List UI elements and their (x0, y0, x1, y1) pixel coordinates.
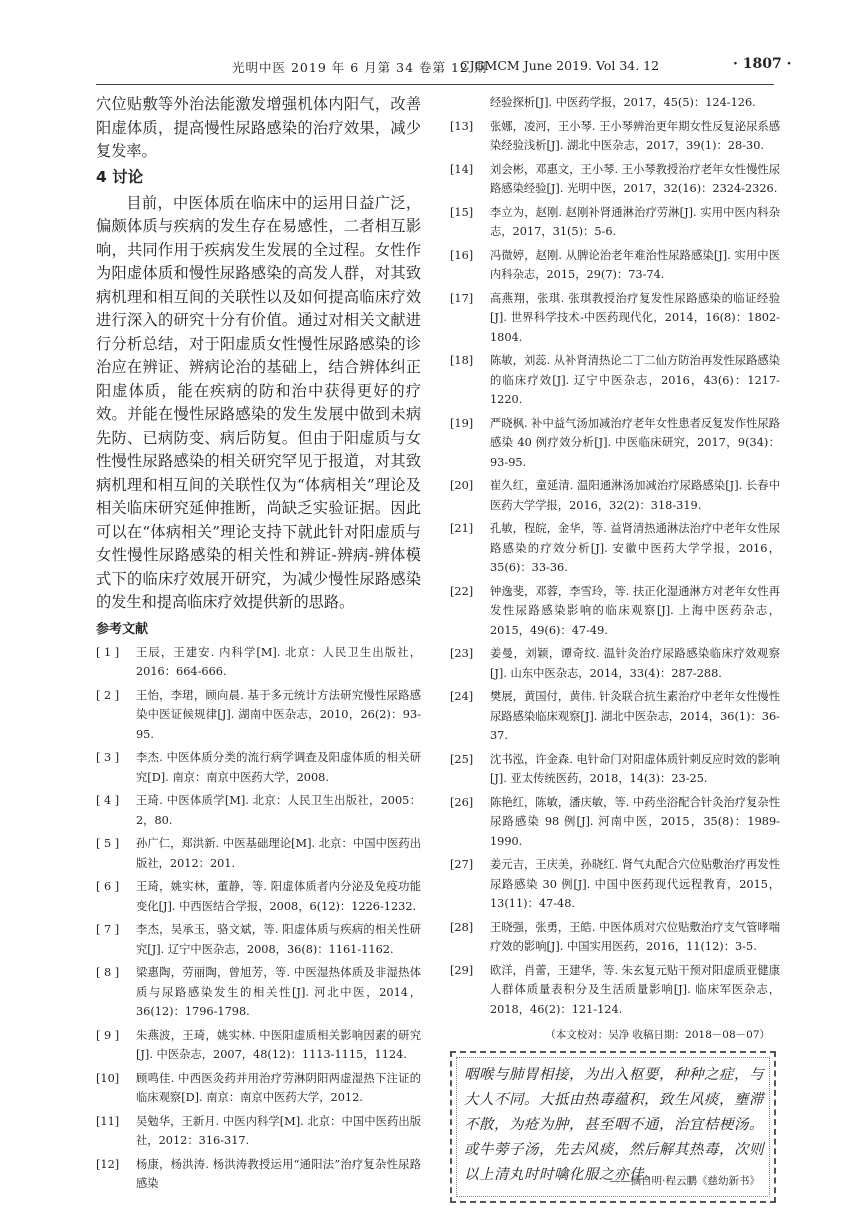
reference-text: 钟逸斐，邓蓉，李雪玲，等. 扶正化湿通淋方对老年女性再发性尿路感染影响的临床观察[J]. 上海中医药杂志，2015，49(6)：47-49. (490, 584, 780, 637)
reference-text: 吴勉华，王新月. 中医内科学[M]. 北京：中国中医药出版社，2012：316-317. (136, 1114, 421, 1147)
reference-number: [10] (96, 1071, 120, 1085)
section-title: 4 讨论 (96, 167, 144, 186)
reference-text: 经验探析[J]. 中医药学报，2017，45(5)：124-126. (490, 96, 756, 109)
reference-number: [21] (450, 522, 474, 535)
reference-number: [16] (450, 248, 474, 262)
reference-number: [11] (96, 1114, 120, 1128)
reference-item (450, 351, 780, 410)
reference-item (96, 686, 421, 745)
left-column (96, 93, 421, 1198)
intro-paragraph: 穴位贴敷等外治法能激发增强机体内阳气，改善阳虚体质，提高慢性尿路感染的治疗效果，减少复发率。 (96, 95, 421, 160)
reference-text: 欧洋，肖蕾，王建华，等. 朱玄复元贴干预对阳虚质亚健康人群体质量表积分及生活质量影响[J]. 临床军医杂志，2018，46(2)：121-124. (490, 963, 780, 1016)
reference-item (450, 289, 780, 348)
reference-item (450, 582, 780, 641)
reference-number: [18] (450, 354, 474, 367)
journal-en: CJGMCM June 2019. Vol 34. 12 (460, 58, 660, 73)
reference-text: 杨康，杨洪涛. 杨洪涛教授运用“通阳法”治疗复杂性尿路感染 (136, 1157, 421, 1190)
reference-text: 王琦，姚实林，董静，等. 阳虚体质者内分泌及免疫功能变化[J]. 中西医结合学报，2008，6(12)：1226-1232. (136, 880, 421, 913)
reference-number: [25] (450, 752, 474, 766)
reference-number: [28] (450, 920, 474, 934)
quote-box (450, 1051, 776, 1203)
reference-item (450, 687, 780, 746)
reference-text: 樊展，黄国付，黄伟. 针灸联合抗生素治疗中老年女性慢性尿路感染临床观察[J]. 湖北中医杂志，2014，36(1)：36-37. (490, 690, 780, 742)
reference-number: [23] (450, 647, 474, 660)
reference-number: [19] (450, 416, 474, 430)
reference-number: [ 3 ] (96, 751, 120, 764)
reference-item (450, 918, 780, 957)
reference-number: [15] (450, 205, 474, 219)
reference-number: [27] (450, 858, 474, 871)
reference-item (450, 793, 780, 852)
reference-text: 崔久红，童延清. 温阳通淋汤加减治疗尿路感染[J]. 长春中医药大学学报，2016，32(2)：318-319. (490, 479, 780, 512)
reference-text: 梁惠陶，劳丽陶，曾旭芳，等. 中医湿热体质及非湿热体质与尿路感染发生的相关性[J]. 河北中医，2014，36(12)：1796-1798. (136, 966, 421, 1018)
reference-number: [17] (450, 291, 474, 305)
quote-source: ——摘自明·程云鹏《慈幼新书》 (609, 1175, 760, 1187)
right-column (450, 93, 780, 1203)
reference-number: [ 2 ] (96, 688, 120, 702)
reference-text: 王晓强，张勇，王皓. 中医体质对穴位贴敷治疗支气管哮喘疗效的影响[J]. 中国实用医药，2016，11(12)：3-5. (490, 920, 780, 953)
reference-item (450, 93, 780, 113)
reference-number: [14] (450, 162, 474, 176)
reference-text: 沈书泓，许金森. 电针命门对阳虚体质针刺反应时效的影响[J]. 亚太传统医药，2018，14(3)：23-25. (490, 752, 780, 785)
reference-item (96, 1155, 421, 1194)
reference-number: [26] (450, 795, 474, 809)
reference-item (96, 1069, 421, 1108)
reference-item (96, 1026, 421, 1065)
editor-note: （本文校对：吴净 收稿日期：2018－08－07） (545, 1029, 770, 1041)
reference-item (450, 160, 780, 199)
reference-number: [22] (450, 584, 474, 598)
reference-item (96, 748, 421, 787)
running-header (0, 56, 860, 76)
reference-text: 姜元吉，王庆美，孙晓红. 肾气丸配合穴位贴敷治疗再发性尿路感染 30 例[J]. 中国中医药现代远程教育，2015，13(11)：47-48. (490, 858, 780, 910)
reference-item (96, 834, 421, 873)
reference-number: [ 5 ] (96, 837, 120, 850)
reference-item (450, 203, 780, 242)
discussion-paragraph: 目前，中医体质在临床中的运用日益广泛，偏颇体质与疾病的发生存在易感性，二者相互影响，共同作用于疾病发生发展的全过程。女性作为阳虚体质和慢性尿路感染的高发人群，对其致病机理和相互间的关联性以及如何提高临床疗效进行深入的研究十分有价值。通过对相关文献进行分析总结，对于阳虚质女性慢性尿路感染的诊治应在辨证、辨病论治的基础上，结合辨体纠正阳虚体质，能在疾病的防和治中获得更好的疗效。并能在慢性尿路感染的发生发展中做到未病先防、已病防变、病后防复。但由于阳虚质与女性慢性尿路感染的相关研究罕见于报道，对其致病机理和相互间的关联性仅为“体病相关”理论及相关临床研究延伸推断，尚缺乏实验证据。因此可以在“体病相关”理论支持下就此针对阳虚质与女性慢性尿路感染的相关性和辨证-辨病-辨体模式下的临床疗效展开研究，为减少慢性尿路感染的发生和提高临床疗效提供新的思路。 (96, 193, 421, 611)
reference-text: 朱燕波，王琦，姚实林. 中医阳虚质相关影响因素的研究[J]. 中医杂志，2007，48(12)：1113-1115，1124. (136, 1028, 421, 1061)
reference-text: 孔敏，程皖，金华，等. 益肾清热通淋法治疗中老年女性尿路感染的疗效分析[J]. 安徽中医药大学学报，2016，35(6)：33-36. (490, 522, 780, 574)
reference-text: 姜曼，刘颖，谭奇纹. 温针灸治疗尿路感染临床疗效观察[J]. 山东中医杂志，2014，33(4)：287-288. (490, 647, 780, 680)
reference-number: [24] (450, 690, 474, 703)
reference-number: [20] (450, 479, 474, 492)
reference-list (450, 93, 780, 1019)
reference-item (450, 246, 780, 285)
reference-number: [12] (96, 1157, 120, 1171)
reference-number: [ 6 ] (96, 880, 120, 893)
reference-item (96, 877, 421, 916)
reference-number: [ 7 ] (96, 923, 120, 936)
reference-number: [29] (450, 963, 474, 977)
reference-item (450, 117, 780, 156)
reference-item (96, 643, 421, 682)
reference-text: 王琦. 中医体质学[M]. 北京：人民卫生出版社，2005：2，80. (136, 794, 421, 827)
references-title: 参考文献 (96, 621, 149, 637)
reference-item (450, 519, 780, 578)
reference-item (450, 476, 780, 515)
reference-item (450, 414, 780, 473)
reference-text: 李立为，赵刚. 赵刚补肾通淋治疗劳淋[J]. 实用中医内科杂志，2017，31(5)：5-6. (490, 205, 780, 238)
reference-text: 陈敏，刘蕊. 从补肾清热论二丁二仙方防治再发性尿路感染的临床疗效[J]. 辽宁中医杂志，2016，43(6)：1217-1220. (490, 354, 780, 406)
reference-item (96, 1112, 421, 1151)
reference-number: [ 8 ] (96, 966, 120, 979)
reference-text: 李杰，吴承玉，骆文斌，等. 阳虚体质与疾病的相关性研究[J]. 辽宁中医杂志，2008，36(8)：1161-1162. (136, 923, 421, 956)
reference-item (450, 855, 780, 914)
reference-item (96, 920, 421, 959)
page-number: · 1807 · (733, 56, 792, 72)
reference-number: [ 9 ] (96, 1028, 120, 1042)
reference-text: 王辰，王建安. 内科学[M]. 北京：人民卫生出版社，2016：664-666. (136, 645, 421, 678)
reference-text: 高燕翔，张琪. 张琪教授治疗复发性尿路感染的临证经验[J]. 世界科学技术-中医药现代化，2014，16(8)：1802-1804. (490, 291, 780, 344)
reference-text: 张娜，凌河，王小琴. 王小琴辨治更年期女性反复泌尿系感染经验浅析[J]. 湖北中医杂志，2017，39(1)：28-30. (490, 119, 780, 152)
reference-item (450, 961, 780, 1020)
reference-list (96, 643, 421, 1194)
reference-text: 陈艳红，陈敏，潘庆敏，等. 中药坐浴配合针灸治疗复杂性尿路感染 98 例[J]. 河南中医，2015，35(8)：1989-1990. (490, 795, 780, 848)
reference-item (450, 644, 780, 683)
reference-text: 刘会彬，邓惠文，王小琴. 王小琴教授治疗老年女性慢性尿路感染经验[J]. 光明中医，2017，32(16)：2324-2326. (490, 162, 780, 195)
reference-item (450, 750, 780, 789)
reference-text: 冯微婷，赵刚. 从脾论治老年难治性尿路感染[J]. 实用中医内科杂志，2015，29(7)：73-74. (490, 248, 780, 281)
reference-text: 李杰. 中医体质分类的流行病学调查及阳虚体质的相关研究[D]. 南京：南京中医药大学，2008. (136, 751, 421, 784)
reference-number: [ 1 ] (96, 645, 120, 659)
reference-item (96, 791, 421, 830)
header-rule (96, 84, 774, 85)
reference-item (96, 963, 421, 1022)
reference-text: 顾鸣佳. 中西医灸药并用治疗劳淋阴阳两虚湿热下注证的临床观察[D]. 南京：南京中医药大学，2012. (136, 1071, 421, 1104)
quote-text: 咽喉与肺胃相接，为出入枢要，种种之症，与大人不同。大抵由热毒蕴积，致生风痰，壅滞不散，为疮为肿，甚至咽不通，治宜桔梗汤。或牛蒡子汤，先去风痰，然后解其热毒，次则以上清丸时时噙化服之亦佳。 (464, 1067, 764, 1183)
reference-number: [13] (450, 119, 474, 133)
journal-cn: 光明中医 2019 年 6 月第 34 卷第 12 期 (232, 60, 488, 75)
reference-text: 严晓枫. 补中益气汤加减治疗老年女性患者反复发作性尿路感染 40 例疗效分析[J]. 中医临床研究，2017，9(34)：93-95. (490, 416, 780, 469)
reference-number: [ 4 ] (96, 794, 120, 807)
reference-text: 王怡，李珺，顾向晨. 基于多元统计方法研究慢性尿路感染中医证候规律[J]. 湖南中医杂志，2010，26(2)：93-95. (136, 688, 421, 741)
reference-text: 孙广仁，郑洪新. 中医基础理论[M]. 北京：中国中医药出版社，2012：201. (136, 837, 421, 870)
